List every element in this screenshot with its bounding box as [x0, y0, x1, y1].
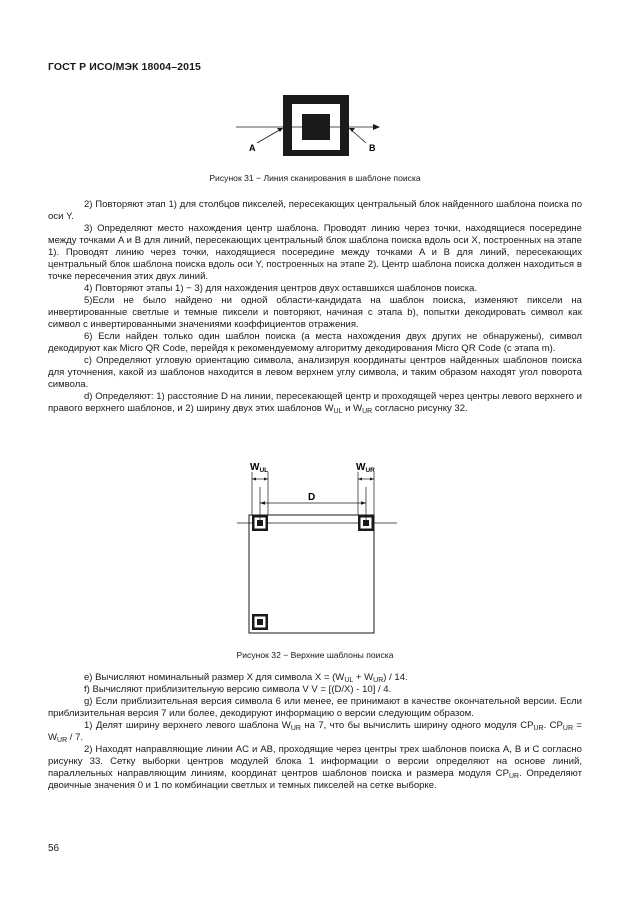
figure-31-caption: Рисунок 31 − Линия сканирования в шаблоне поиска: [209, 173, 421, 183]
dim-d-arrow-left: [260, 501, 265, 504]
pointer-b-arrowhead: [349, 128, 355, 132]
label-d: D: [308, 492, 316, 503]
paragraph-g2: 2) Находят направляющие линии AC и AB, проходящие через центры трех шаблонов поиска A, B и C согласно рисунку 33. Сетку выборки центров модулей блока 1 информации о версии определяют на основе линий, параллельных направляющим линиям, координат центров шаблонов поиска и размера модуля $CP_{UR}$. Определяют двоичные значения 0 и 1 по комбинации светлых и темных пикселей на сетке выборке.: [48, 744, 583, 791]
scan-line-arrowhead: [373, 124, 380, 130]
label-b: B: [369, 143, 376, 153]
paragraph: 4) Повторяют этапы 1) − 3) для нахождения центров двух оставшихся шаблонов поиска.: [84, 283, 478, 294]
document-header: ГОСТ Р ИСО/МЭК 18004–2015: [48, 61, 201, 73]
dim-wur-arrow-right: [370, 478, 374, 481]
paragraph-g1: 1) Делят ширину верхнего левого шаблона $W_{UR}$ на 7, что бы вычислить ширину одного модуля $CP_{UR}$. $CP_{UR} = W_{UR} / 7$.: [48, 720, 582, 744]
label-a: A: [249, 143, 256, 153]
body-text-top: [48, 199, 582, 415]
finder-bottom-left-center: [257, 619, 263, 625]
paragraph: 2) Повторяют этап 1) для столбцов пикселей, пересекающих центральный блок найденного шаблона поиска по оси Y.: [48, 199, 582, 222]
label-wul: $W_{UL}$: [250, 462, 269, 474]
dim-wul-arrow-right: [264, 478, 268, 481]
paragraph: 3) Определяют место нахождения центр шаблона. Проводят линию через точки, находящиеся посередине между точками A и B для линий, пересекающих центральный блок шаблона поиска вдоль оси X, построенных на этапе 1). Проводят линию через точки, находящиеся посередине между точками A и B для линий, пересекающих центральный блок шаблона поиска вдоль оси Y, построенных на этапе 2). Центр шаблона поиска должен находиться в точке пересечения этих двух линий.: [48, 223, 582, 282]
figure-32-diagram: [232, 457, 402, 637]
paragraph: 5)Если не было найдено ни одной области-кандидата на шаблон поиска, изменяют пиксели на инвертированные светлые и темные пиксели и повторяют, начиная с этапа b), попытки декодировать символ как символ с инвертированными значениями коэффициентов отражения.: [48, 295, 582, 330]
paragraph-f: f) Вычисляют приблизительную версию символа V V = [(D/X) - 10] / 4.: [84, 684, 392, 695]
dim-wul-arrow-left: [252, 478, 256, 481]
label-wur: $W_{UR}$: [356, 462, 375, 474]
dim-wur-arrow-left: [358, 478, 362, 481]
paragraph-e: e) Вычисляют номинальный размер X для символа $X = (W_{UL} + W_{UR}) / 14$.: [84, 672, 408, 684]
paragraph: c) Определяют угловую ориентацию символа, анализируя координаты центров найденных шаблонов поиска для уточнения, какой из шаблонов находится в левом верхнем углу символа, и таким образом находят угол поворота символа.: [48, 355, 582, 390]
body-text-bottom: [48, 672, 582, 792]
dim-d-arrow-right: [361, 501, 366, 504]
figure-32-caption: Рисунок 32 − Верхние шаблоны поиска: [236, 650, 394, 660]
page-number: 56: [48, 843, 60, 854]
paragraph-g: g) Если приблизительная версия символа 6 или менее, ее принимают в качестве окончательной версии. Если приблизительная версия 7 или более, декодируют информацию о версии следующим образом.: [48, 696, 582, 719]
paragraph: 6) Если найден только один шаблон поиска (а места нахождения двух других не обнаружены), символ декодируют как Micro QR Code, перейдя к рекомендуемому алгоритму декодирования Micro QR Code (с этапа m).: [48, 331, 582, 354]
figure-31-diagram: [232, 92, 392, 156]
paragraph-d: d) Определяют: 1) расстояние D на линии, пересекающей центр и проходящей через центры левого верхнего и правого верхнего шаблонов, и 2) ширину двух этих шаблонов $W_{UL}$ и $W_{UR}$ согласно рисунку 32.: [48, 391, 582, 415]
